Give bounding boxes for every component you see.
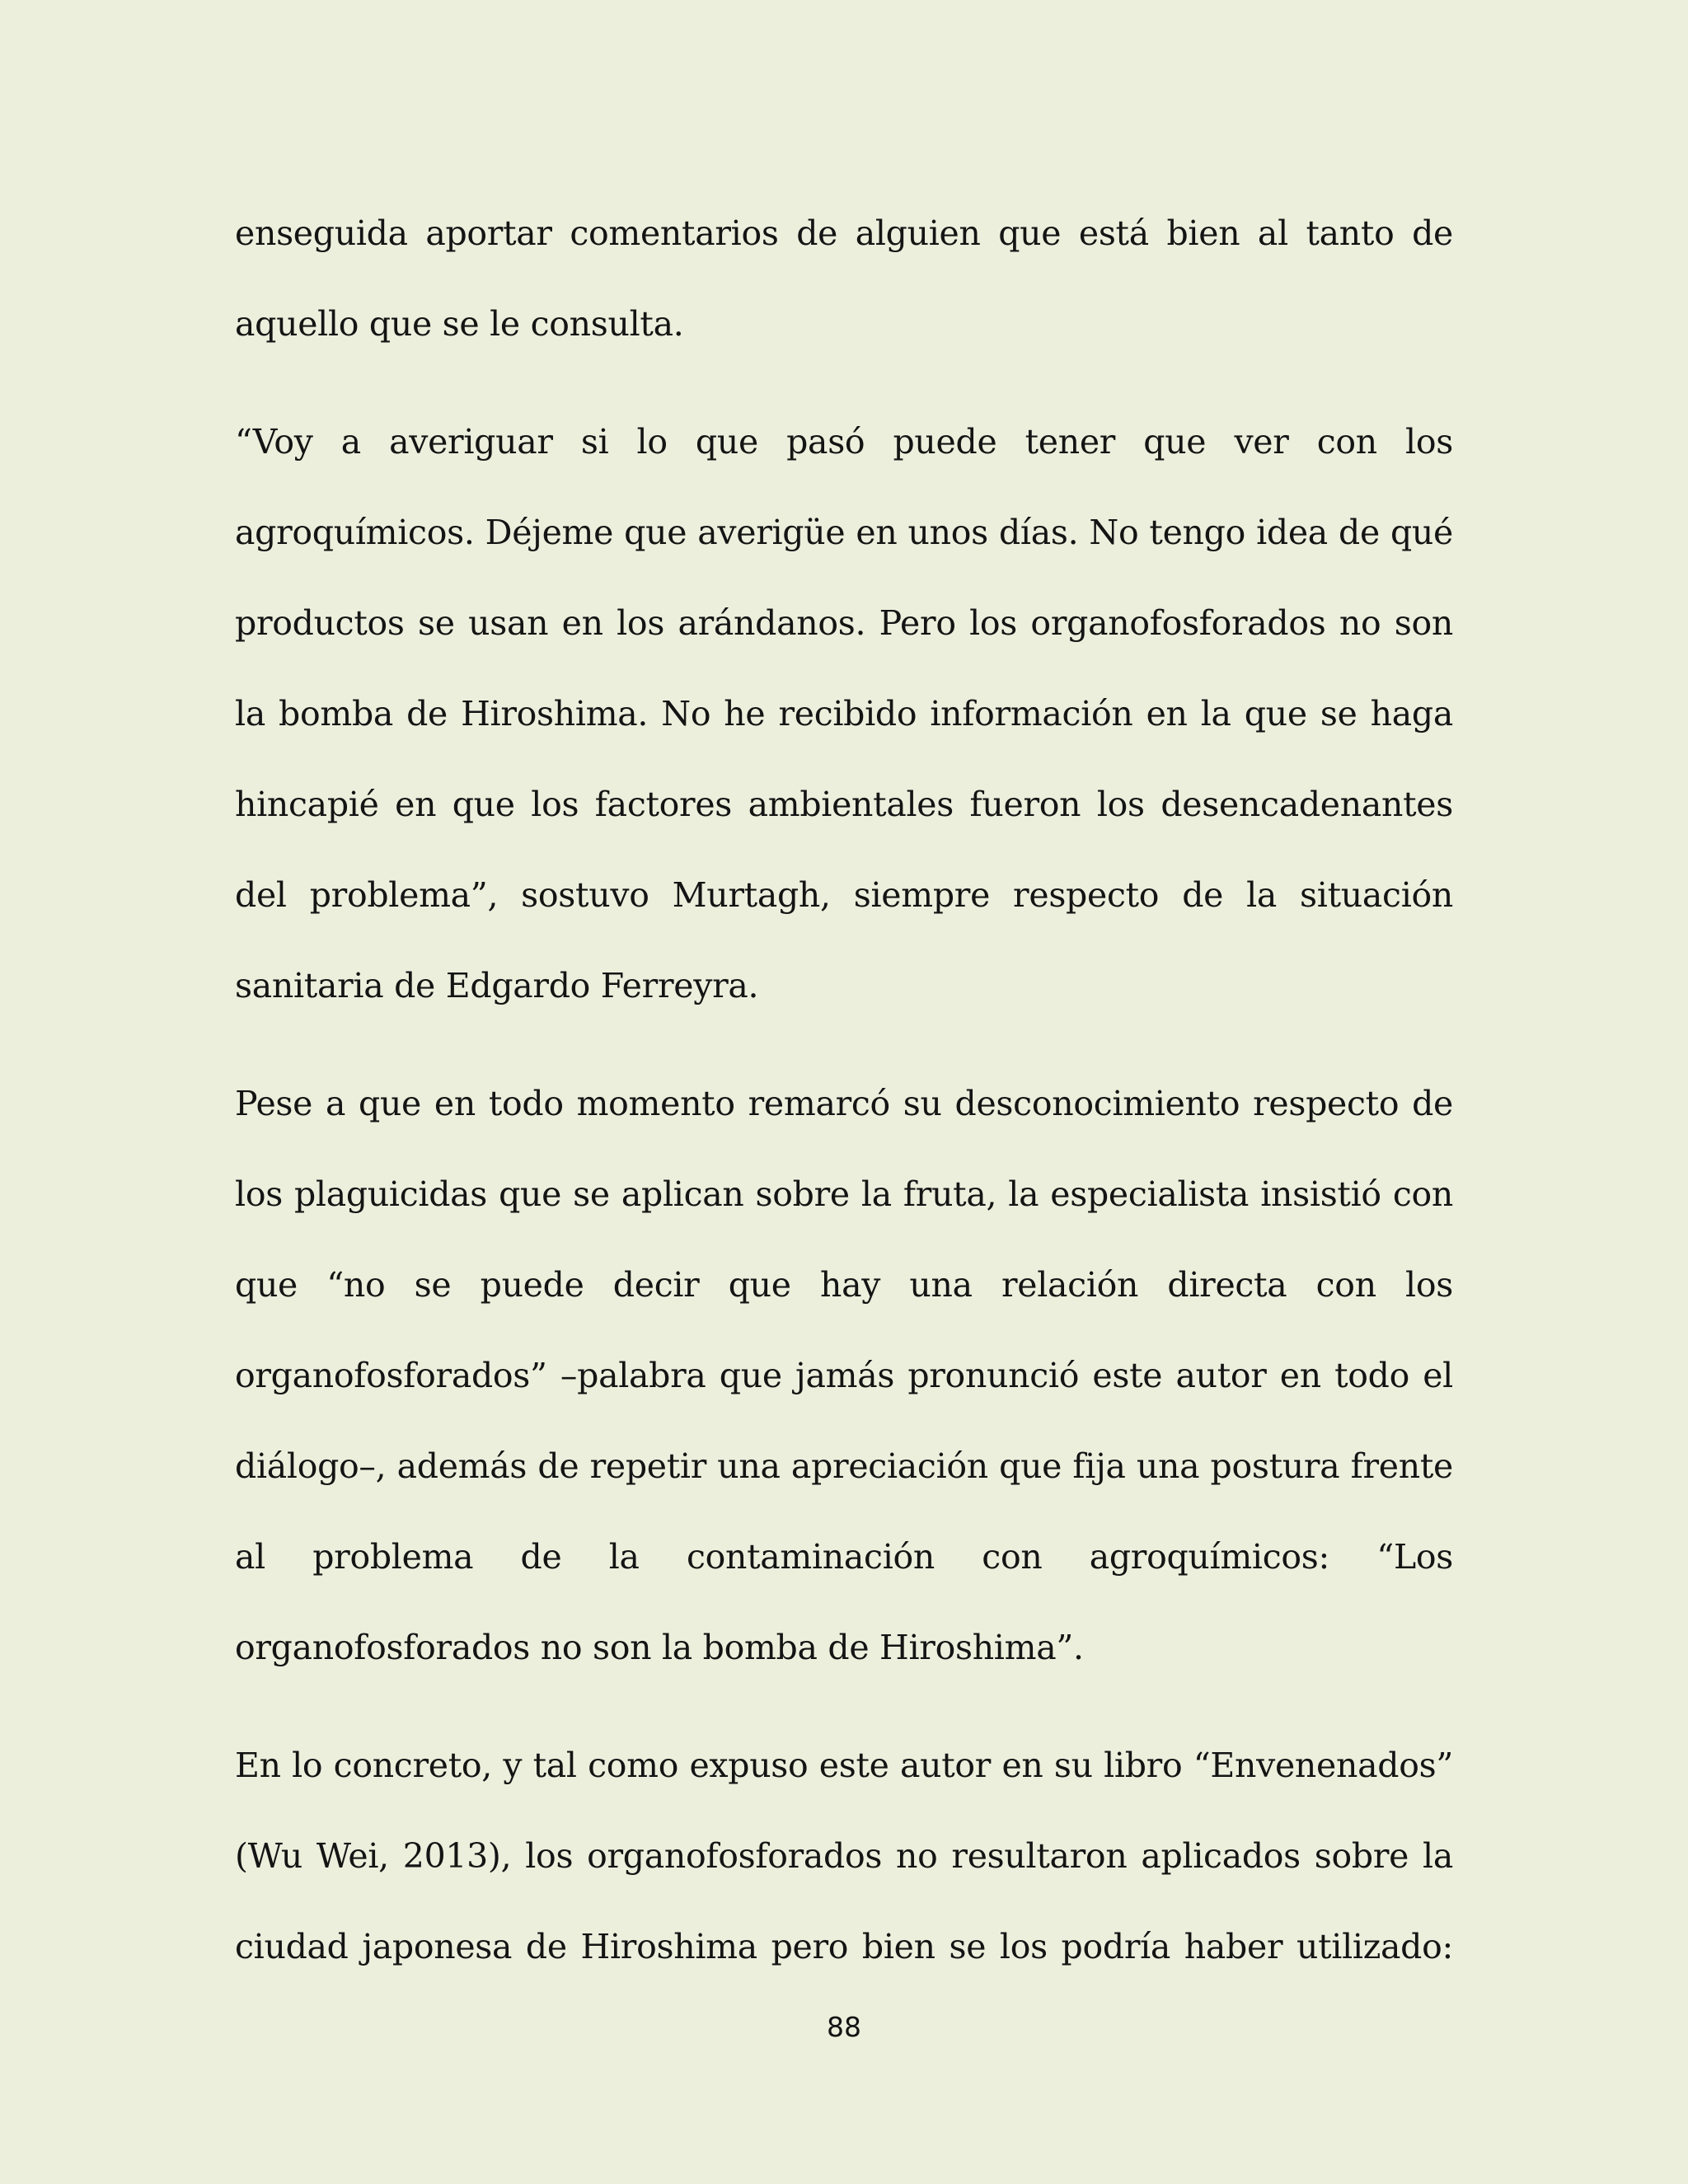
- page-number: 88: [827, 2011, 861, 2043]
- body-text: [235, 188, 1453, 2019]
- paragraph-3: Pese a que en todo momento remarcó su desconocimiento respecto de los plaguicidas que se aplican sobre la fruta, la especialista insistió con que “no se puede decir que hay una relación directa con los organofosforados” –palabra que jamás pronunció este autor en todo el diálogo–, además de repetir una apreciación que fija una postura frente al problema de la contaminación con agroquímicos: “Los organofosforados no son la bomba de Hiroshima”.: [235, 1084, 1453, 1667]
- paragraph-1: enseguida aportar comentarios de alguien que está bien al tanto de aquello que se le consulta.: [235, 213, 1453, 344]
- paragraph-2: “Voy a averiguar si lo que pasó puede tener que ver con los agroquímicos. Déjeme que averigüe en unos días. No tengo idea de qué productos se usan en los arándanos. Pero los organofosforados no son la bomba de Hiroshima. No he recibido información en la que se haga hincapié en que los factores ambientales fueron los desencadenantes del problema”, sostuvo Murtagh, siempre respecto de la situación sanitaria de Edgardo Ferreyra.: [235, 422, 1453, 1005]
- paragraph-4: En lo concreto, y tal como expuso este autor en su libro “Envenenados” (Wu Wei, 2013), los organofosforados no resultaron aplicados sobre la ciudad japonesa de Hiroshima pero bien se los podría haber utilizado:: [235, 1746, 1453, 1966]
